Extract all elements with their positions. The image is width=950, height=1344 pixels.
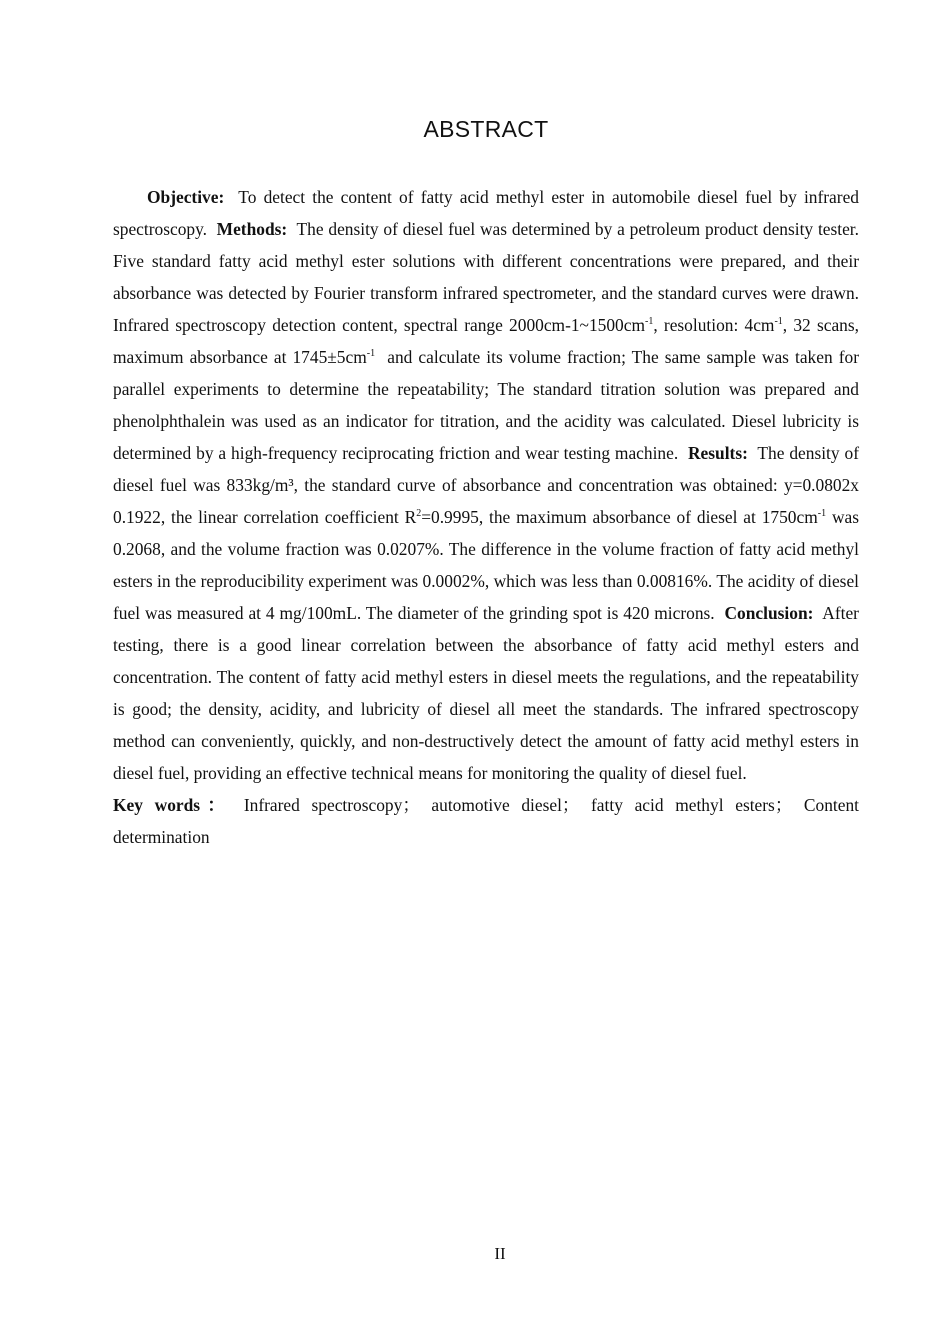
keyword-item: fatty acid methyl esters；: [591, 795, 793, 815]
objective-label: Objective:: [147, 187, 225, 207]
superscript-minus-one: -1: [817, 508, 827, 519]
abstract-title: ABSTRACT: [423, 116, 549, 142]
methods-text-a: The density of diesel fuel was determined by a petroleum product density tester. Five standard fatty acid methyl ester solutions with different concentrations were prepared, and their absorbance was detected by Fourier transform infrared spectrometer, and the standard curves were drawn. Infrared spectroscopy detection content, spectral range 2000cm-1~1500cm: [113, 219, 859, 335]
methods-text-c: , 32 scans, maximum absorbance at 1745±5cm: [113, 315, 859, 367]
abstract-paragraph: [113, 181, 859, 789]
keywords-line: [113, 789, 859, 853]
methods-text-d: and calculate its volume fraction; The same sample was taken for parallel experiments to determine the repeatability; The standard titration solution was prepared and phenolphthalein was used as an indicator for titration, and the acidity was calculated. Diesel lubricity is determined by a high-frequency reciprocating friction and wear testing machine.: [113, 347, 859, 463]
results-text-a: The density of diesel fuel was 833kg/m³, the standard curve of absorbance and concentration was obtained: y=0.0802x 0.1922, the linear correlation coefficient R: [113, 443, 859, 527]
conclusion-text: After testing, there is a good linear correlation between the absorbance of fatty acid methyl esters and concentration. The content of fatty acid methyl esters in diesel meets the regulations, and the repeatability is good; the density, acidity, and lubricity of diesel all meet the standards. The infrared spectroscopy method can conveniently, quickly, and non-destructively detect the amount of fatty acid methyl esters in diesel fuel, providing an effective technical means for monitoring the quality of diesel fuel.: [113, 603, 859, 783]
results-label: Results:: [688, 443, 748, 463]
methods-text-b: , resolution: 4cm: [653, 315, 775, 335]
superscript-minus-one: -1: [366, 348, 376, 359]
keyword-item: Infrared spectroscopy；: [243, 795, 420, 815]
objective-text: To detect the content of fatty acid methyl ester in automobile diesel fuel by infrared spectroscopy.: [113, 187, 859, 239]
abstract-body: [113, 181, 859, 853]
superscript-two: 2: [416, 508, 422, 519]
methods-label: Methods:: [216, 219, 288, 239]
keyword-item: automotive diesel；: [431, 795, 580, 815]
conclusion-label: Conclusion:: [724, 603, 814, 623]
results-text-c: was 0.2068, and the volume fraction was 0.0207%. The difference in the volume fraction of fatty acid methyl esters in the reproducibility experiment was 0.0002%, which was less than 0.00816%. The acidity of diesel fuel was measured at 4 mg/100mL. The diameter of the grinding spot is 420 microns.: [113, 507, 859, 623]
results-text-b: =0.9995, the maximum absorbance of diesel at 1750cm: [421, 507, 818, 527]
superscript-minus-one: -1: [645, 316, 654, 327]
superscript-minus-one: -1: [774, 316, 783, 327]
keyword-item: Content determination: [113, 795, 859, 847]
keywords-label: Key words：: [113, 795, 233, 815]
page-number: II: [494, 1244, 506, 1263]
